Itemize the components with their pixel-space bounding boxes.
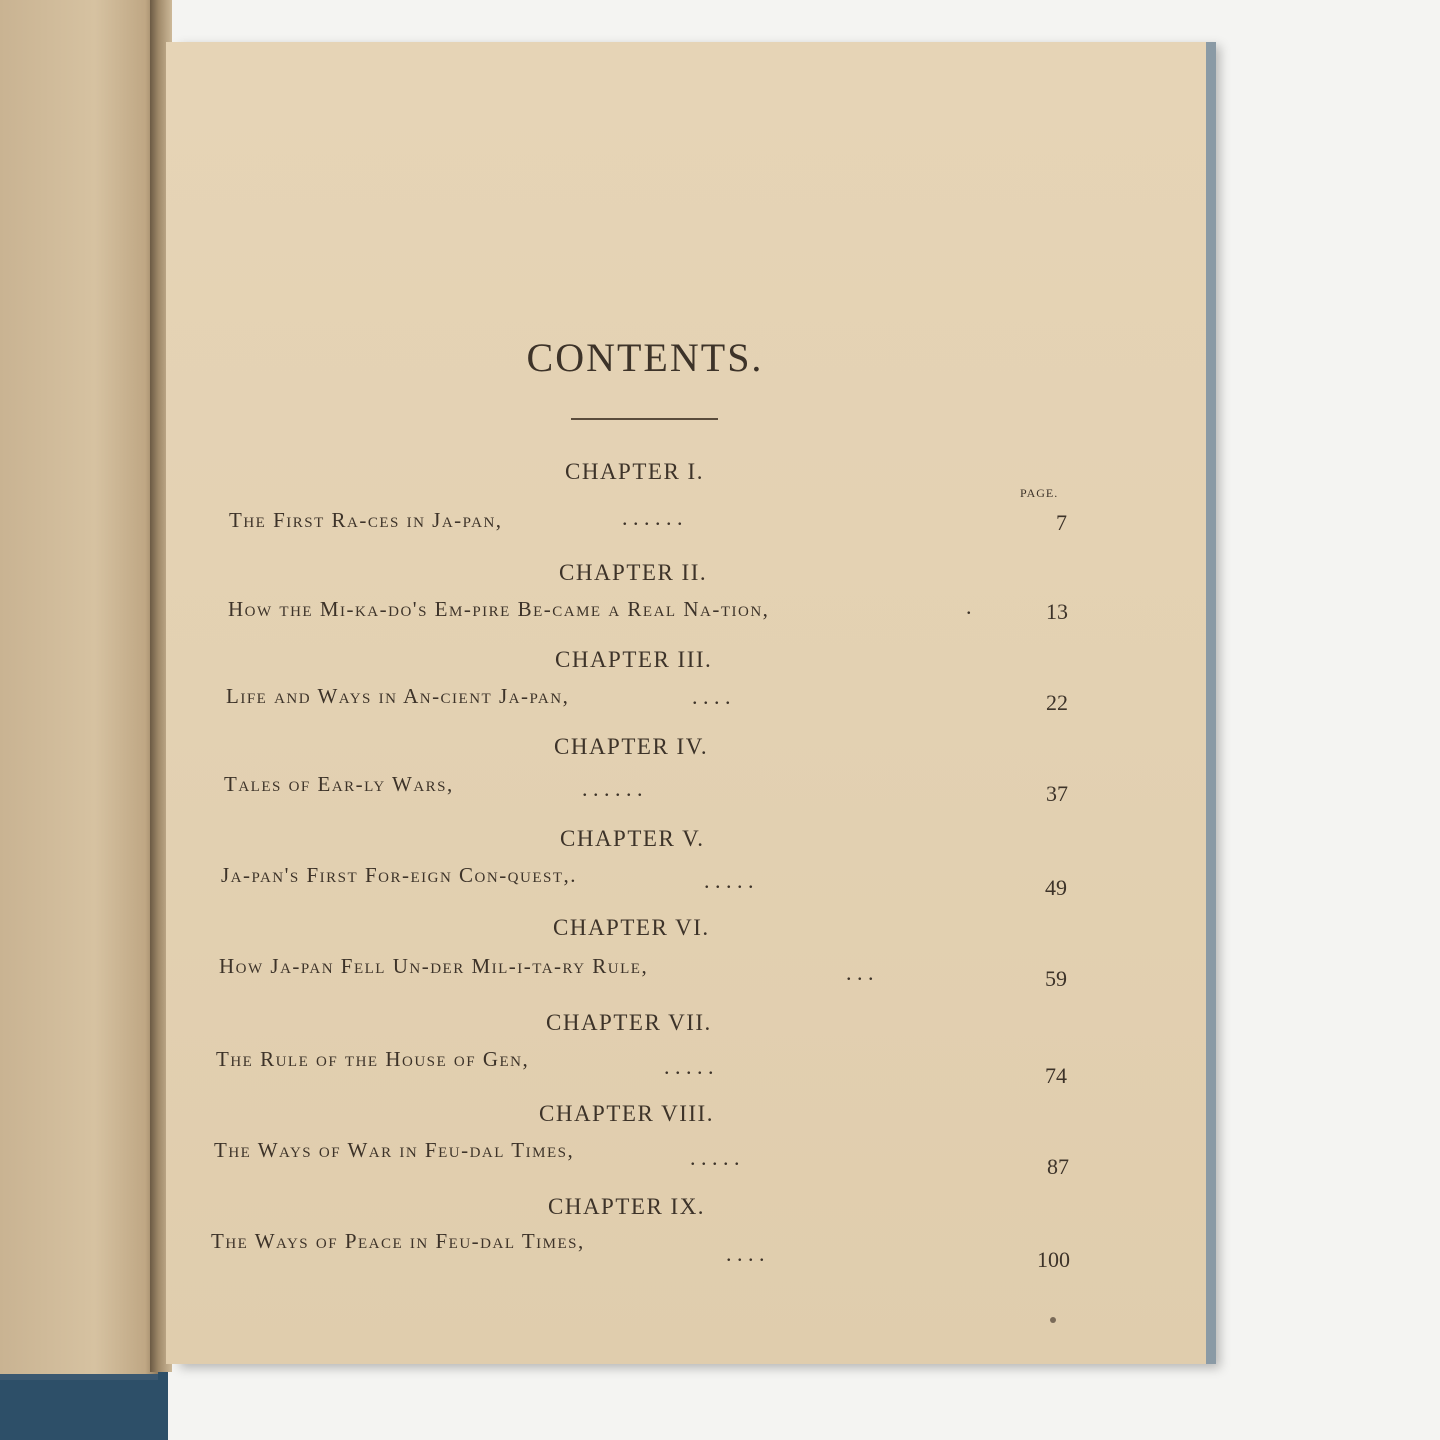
- paper-speck: [1050, 1317, 1056, 1323]
- chapter-heading: CHAPTER I.: [565, 459, 704, 484]
- leader-dots: . . . . .: [690, 1145, 740, 1170]
- title-rule: [571, 418, 718, 420]
- chapter-title: The Ways of Peace in Feu-dal Times,: [211, 1229, 585, 1253]
- page-title: CONTENTS.: [526, 335, 764, 380]
- page-number: 37: [1046, 781, 1068, 806]
- page-number: 49: [1045, 875, 1067, 900]
- leader-dots: .: [966, 594, 972, 619]
- chapter-title: How the Mi-ka-do's Em-pire Be-came a Real Na-tion,: [228, 597, 770, 621]
- chapter-title: Ja-pan's First For-eign Con-quest,.: [221, 863, 578, 887]
- leader-dots: . . .: [846, 960, 874, 985]
- leader-dots: . . . . .: [704, 868, 754, 893]
- chapter-title: The Ways of War in Feu-dal Times,: [214, 1138, 575, 1162]
- page-number: 22: [1046, 690, 1068, 715]
- chapter-heading: CHAPTER VIII.: [539, 1101, 714, 1126]
- chapter-heading: CHAPTER VI.: [553, 915, 710, 940]
- chapter-title: Life and Ways in An-cient Ja-pan,: [226, 684, 570, 708]
- leader-dots: . . . . .: [664, 1054, 714, 1079]
- chapter-heading: CHAPTER VII.: [546, 1010, 712, 1035]
- left-page: [0, 0, 158, 1380]
- leader-dots: . . . .: [692, 684, 731, 709]
- chapter-heading: CHAPTER II.: [559, 560, 708, 585]
- page-number: 74: [1045, 1063, 1067, 1088]
- chapter-title: The First Ra-ces in Ja-pan,: [229, 508, 503, 532]
- chapter-heading: CHAPTER V.: [560, 826, 705, 851]
- chapter-title: Tales of Ear-ly Wars,: [224, 772, 454, 796]
- page-number: 100: [1037, 1247, 1070, 1272]
- leader-dots: . . . . . .: [582, 776, 643, 801]
- page-number: 13: [1046, 599, 1068, 624]
- page-column-label: PAGE.: [1020, 486, 1059, 500]
- leader-dots: . . . .: [726, 1241, 765, 1266]
- page-number: 7: [1056, 510, 1067, 535]
- page-number: 87: [1047, 1154, 1069, 1179]
- chapter-title: The Rule of the House of Gen,: [216, 1047, 530, 1071]
- chapter-title: How Ja-pan Fell Un-der Mil-i-ta-ry Rule,: [219, 954, 649, 978]
- leader-dots: . . . . . .: [622, 505, 683, 530]
- chapter-heading: CHAPTER IX.: [548, 1194, 706, 1219]
- chapter-heading: CHAPTER IV.: [554, 734, 709, 759]
- page-number: 59: [1045, 966, 1067, 991]
- chapter-heading: CHAPTER III.: [555, 647, 713, 672]
